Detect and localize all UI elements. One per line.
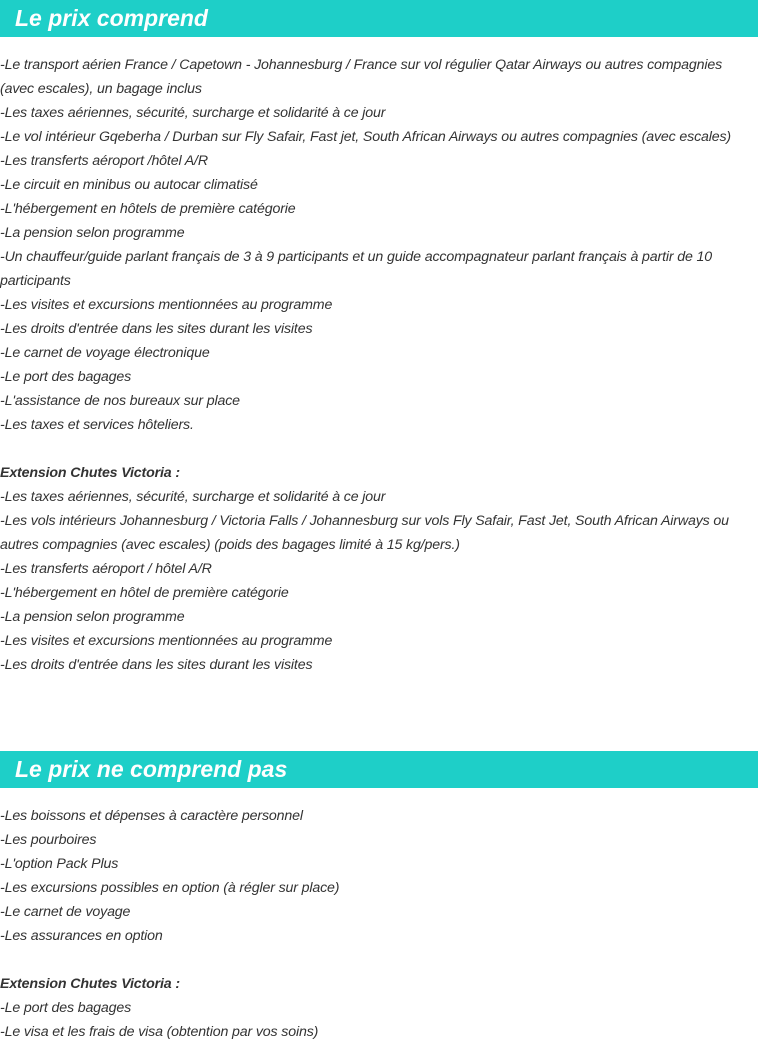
list-item: -Le circuit en minibus ou autocar climatisé — [0, 177, 258, 193]
list-item: -L'hébergement en hôtels de première catégorie — [0, 201, 296, 217]
list-item: -Le carnet de voyage — [0, 904, 131, 920]
included-title: Le prix comprend — [15, 5, 208, 31]
excluded-section-header — [0, 751, 758, 788]
list-item: -Les droits d'entrée dans les sites durant les visites — [0, 657, 313, 673]
list-item: -Le port des bagages — [0, 1000, 132, 1016]
list-item: -Les pourboires — [0, 832, 97, 848]
list-item: -Le port des bagages — [0, 369, 132, 385]
list-item: -Les assurances en option — [0, 928, 163, 944]
list-item: -L'assistance de nos bureaux sur place — [0, 393, 240, 409]
list-item: -La pension selon programme — [0, 225, 185, 241]
list-item: -Les taxes aériennes, sécurité, surcharge et solidarité à ce jour — [0, 489, 386, 505]
list-item: -Un chauffeur/guide parlant français de 3 à 9 participants et un guide accompagnateur parlant français à partir de 10 participants — [0, 249, 712, 289]
list-item: -Le carnet de voyage électronique — [0, 345, 210, 361]
excluded-list — [0, 804, 758, 1044]
list-item: -La pension selon programme — [0, 609, 185, 625]
spacer — [0, 948, 758, 972]
list-item: -Les vols intérieurs Johannesburg / Victoria Falls / Johannesburg sur vols Fly Safair, Fast Jet, South African Airways ou autres compagnies (avec escales) (poids des bagages limité à 15 kg/pers.) — [0, 513, 729, 553]
list-item: -Les taxes aériennes, sécurité, surcharge et solidarité à ce jour — [0, 105, 386, 121]
included-extension-title: Extension Chutes Victoria : — [0, 465, 180, 481]
excluded-title: Le prix ne comprend pas — [15, 756, 288, 782]
list-item: -L'option Pack Plus — [0, 856, 119, 872]
list-item: -L'hébergement en hôtel de première catégorie — [0, 585, 289, 601]
included-list — [0, 53, 758, 677]
list-item: -Le vol intérieur Gqeberha / Durban sur Fly Safair, Fast jet, South African Airways ou autres compagnies (avec escales) — [0, 129, 732, 145]
list-item: -Les transferts aéroport / hôtel A/R — [0, 561, 212, 577]
list-item: -Les transferts aéroport /hôtel A/R — [0, 153, 208, 169]
spacer — [0, 437, 758, 461]
list-item: -Les excursions possibles en option (à régler sur place) — [0, 880, 340, 896]
list-item: -Les visites et excursions mentionnées au programme — [0, 297, 333, 313]
list-item: -Les visites et excursions mentionnées au programme — [0, 633, 333, 649]
list-item: -Les boissons et dépenses à caractère personnel — [0, 808, 303, 824]
excluded-extension-title: Extension Chutes Victoria : — [0, 976, 180, 992]
list-item: -Les taxes et services hôteliers. — [0, 417, 194, 433]
list-item: -Le visa et les frais de visa (obtention par vos soins) — [0, 1024, 319, 1040]
included-section-header — [0, 0, 758, 37]
list-item: -Les droits d'entrée dans les sites durant les visites — [0, 321, 313, 337]
list-item: -Le transport aérien France / Capetown - Johannesburg / France sur vol régulier Qatar Airways ou autres compagnies (avec escales), un bagage inclus — [0, 57, 723, 97]
